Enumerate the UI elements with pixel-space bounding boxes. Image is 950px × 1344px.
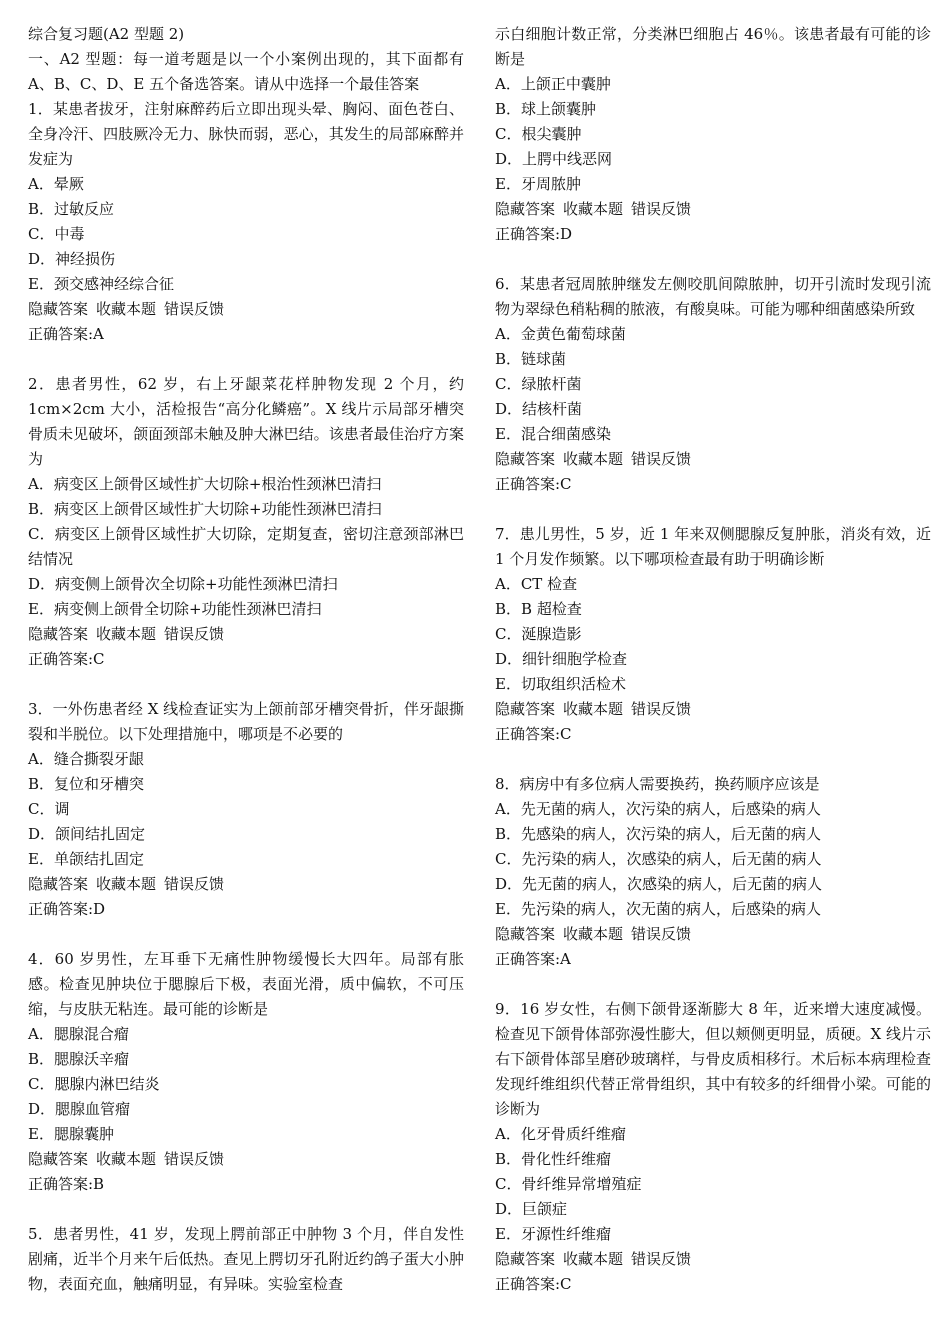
option-c: C．根尖囊肿: [495, 125, 582, 143]
option-b: B．骨化性纤维瘤: [495, 1150, 612, 1168]
question-4: [28, 947, 464, 1197]
error-feedback-link[interactable]: 错误反馈: [631, 700, 692, 718]
option-d: D．上腭中线恶网: [495, 150, 613, 168]
option-d: D．颌间结扎固定: [28, 825, 146, 843]
hide-answer-link[interactable]: 隐藏答案: [495, 700, 556, 718]
option-c: C．骨纤维异常增殖症: [495, 1175, 642, 1193]
error-feedback-link[interactable]: 错误反馈: [164, 300, 225, 318]
option-b: B．先感染的病人，次污染的病人，后无菌的病人: [495, 825, 822, 843]
favorite-link[interactable]: 收藏本题: [563, 700, 624, 718]
option-d: D．巨颌症: [495, 1200, 568, 1218]
option-c: C．腮腺内淋巴结炎: [28, 1075, 160, 1093]
question-text: 3．一外伤患者经 X 线检查证实为上颌前部牙槽突骨折，伴牙龈撕裂和半脱位。以下处理措施中，哪项是不必要的: [28, 700, 464, 743]
question-1: [28, 97, 464, 347]
option-a: A．金黄色葡萄球菌: [495, 325, 626, 343]
hide-answer-link[interactable]: 隐藏答案: [495, 200, 556, 218]
option-c: C．先污染的病人，次感染的病人，后无菌的病人: [495, 850, 822, 868]
option-a: A．化牙骨质纤维瘤: [495, 1125, 626, 1143]
favorite-link[interactable]: 收藏本题: [563, 1250, 624, 1268]
hide-answer-link[interactable]: 隐藏答案: [28, 625, 89, 643]
error-feedback-link[interactable]: 错误反馈: [631, 450, 692, 468]
question-text: 4．60 岁男性，左耳垂下无痛性肿物缓慢长大四年。局部有胀感。检查见肿块位于腮腺后下极，表面光滑，质中偏软，不可压缩，与皮肤无粘连。最可能的诊断是: [28, 950, 464, 1018]
option-c: C．绿脓杆菌: [495, 375, 582, 393]
option-e: E．混合细菌感染: [495, 425, 611, 443]
option-e: E．牙周脓肿: [495, 175, 581, 193]
option-a: A．病变区上颌骨区域性扩大切除+根治性颈淋巴清扫: [28, 475, 382, 493]
option-b: B．腮腺沃辛瘤: [28, 1050, 130, 1068]
error-feedback-link[interactable]: 错误反馈: [164, 875, 225, 893]
option-b: B．过敏反应: [28, 200, 115, 218]
option-a: A．缝合撕裂牙龈: [28, 750, 144, 768]
question-5: [28, 1222, 464, 1297]
option-e: E．牙源性纤维瘤: [495, 1225, 611, 1243]
option-d: D．结核杆菌: [495, 400, 583, 418]
favorite-link[interactable]: 收藏本题: [563, 450, 624, 468]
question-actions: [495, 447, 931, 472]
question-actions: [28, 1147, 464, 1172]
question-actions: [28, 297, 464, 322]
correct-answer: 正确答案:A: [28, 325, 104, 343]
error-feedback-link[interactable]: 错误反馈: [631, 925, 692, 943]
question-5-continued: [495, 22, 931, 247]
option-c: C．涎腺造影: [495, 625, 582, 643]
question-text: 1．某患者拔牙，注射麻醉药后立即出现头晕、胸闷、面色苍白、全身冷汗、四肢厥冷无力、脉快而弱，恶心，其发生的局部麻醉并发症为: [28, 100, 464, 168]
option-d: D．病变侧上颌骨次全切除+功能性颈淋巴清扫: [28, 575, 338, 593]
error-feedback-link[interactable]: 错误反馈: [164, 625, 225, 643]
question-7: [495, 522, 931, 747]
question-3: [28, 697, 464, 922]
hide-answer-link[interactable]: 隐藏答案: [28, 875, 89, 893]
option-d: D．神经损伤: [28, 250, 116, 268]
error-feedback-link[interactable]: 错误反馈: [631, 1250, 692, 1268]
option-a: A．CT 检查: [495, 575, 578, 593]
option-b: B．B 超检查: [495, 600, 582, 618]
correct-answer: 正确答案:D: [495, 225, 573, 243]
correct-answer: 正确答案:A: [495, 950, 571, 968]
question-text: 5．患者男性，41 岁，发现上腭前部正中肿物 3 个月，伴自发性剧痛，近半个月来午后低热。查见上腭切牙孔附近约鸽子蛋大小肿物，表面充血，触痛明显，有异味。实验室检查: [28, 1225, 464, 1293]
error-feedback-link[interactable]: 错误反馈: [631, 200, 692, 218]
error-feedback-link[interactable]: 错误反馈: [164, 1150, 225, 1168]
question-text: 9．16 岁女性，右侧下颌骨逐渐膨大 8 年，近来增大速度减慢。检查见下颌骨体部弥漫性膨大，但以颊侧更明显，质硬。X 线片示右下颌骨体部呈磨砂玻璃样，与骨皮质相移行。术后标本病理检查发现纤维组织代替正常骨组织，其中有较多的纤细骨小梁。可能的诊断为: [495, 1000, 931, 1118]
question-text: 2．患者男性，62 岁，右上牙龈菜花样肿物发现 2 个月，约 1cm×2cm 大小，活检报告“高分化鳞癌”。X 线片示局部牙槽突骨质未见破坏，颌面颈部未触及肿大淋巴结。该患者最佳治疗方案为: [28, 375, 464, 468]
option-b: B．复位和牙槽突: [28, 775, 145, 793]
correct-answer: 正确答案:C: [495, 725, 572, 743]
right-column: [495, 22, 931, 1297]
question-actions: [495, 197, 931, 222]
option-b: B．链球菌: [495, 350, 567, 368]
hide-answer-link[interactable]: 隐藏答案: [28, 300, 89, 318]
option-d: D．先无菌的病人，次感染的病人，后无菌的病人: [495, 875, 823, 893]
option-a: A．上颌正中囊肿: [495, 75, 611, 93]
question-actions: [495, 1247, 931, 1272]
option-a: A．先无菌的病人，次污染的病人，后感染的病人: [495, 800, 821, 818]
question-9: [495, 997, 931, 1297]
hide-answer-link[interactable]: 隐藏答案: [28, 1150, 89, 1168]
question-text: 6．某患者冠周脓肿继发左侧咬肌间隙脓肿，切开引流时发现引流物为翠绿色稍粘稠的脓液，有酸臭味。可能为哪种细菌感染所致: [495, 275, 931, 318]
question-text: 8．病房中有多位病人需要换药，换药顺序应该是: [495, 775, 820, 793]
option-c: C．中毒: [28, 225, 85, 243]
favorite-link[interactable]: 收藏本题: [563, 925, 624, 943]
left-column: [28, 22, 464, 1297]
option-d: D．细针细胞学检查: [495, 650, 628, 668]
option-e: E．切取组织活检术: [495, 675, 626, 693]
option-d: D．腮腺血管瘤: [28, 1100, 131, 1118]
option-a: A．晕厥: [28, 175, 84, 193]
question-2: [28, 372, 464, 672]
option-e: E．腮腺囊肿: [28, 1125, 114, 1143]
question-actions: [28, 872, 464, 897]
hide-answer-link[interactable]: 隐藏答案: [495, 450, 556, 468]
question-text: 7．患儿男性，5 岁，近 1 年来双侧腮腺反复肿胀，消炎有效，近 1 个月发作频繁。以下哪项检查最有助于明确诊断: [495, 525, 931, 568]
option-a: A．腮腺混合瘤: [28, 1025, 129, 1043]
correct-answer: 正确答案:C: [495, 1275, 572, 1293]
correct-answer: 正确答案:C: [495, 475, 572, 493]
option-b: B．球上颌囊肿: [495, 100, 597, 118]
option-e: E．单颌结扎固定: [28, 850, 144, 868]
correct-answer: 正确答案:B: [28, 1175, 105, 1193]
question-actions: [495, 697, 931, 722]
correct-answer: 正确答案:C: [28, 650, 105, 668]
doc-intro: 一、A2 型题：每一道考题是以一个小案例出现的，其下面都有 A、B、C、D、E 五个备选答案。请从中选择一个最佳答案: [28, 50, 464, 93]
correct-answer: 正确答案:D: [28, 900, 106, 918]
option-e: E．先污染的病人，次无菌的病人，后感染的病人: [495, 900, 821, 918]
favorite-link[interactable]: 收藏本题: [96, 300, 157, 318]
favorite-link[interactable]: 收藏本题: [96, 625, 157, 643]
hide-answer-link[interactable]: 隐藏答案: [495, 925, 556, 943]
question-5-options-start: 示白细胞计数正常，分类淋巴细胞占 46％。该患者最有可能的诊断是: [495, 25, 931, 68]
option-c: C．调: [28, 800, 70, 818]
favorite-link[interactable]: 收藏本题: [96, 875, 157, 893]
hide-answer-link[interactable]: 隐藏答案: [495, 1250, 556, 1268]
question-actions: [28, 622, 464, 647]
favorite-link[interactable]: 收藏本题: [96, 1150, 157, 1168]
option-b: B．病变区上颌骨区域性扩大切除+功能性颈淋巴清扫: [28, 500, 382, 518]
question-6: [495, 272, 931, 497]
favorite-link[interactable]: 收藏本题: [563, 200, 624, 218]
question-8: [495, 772, 931, 972]
option-e: E．颈交感神经综合征: [28, 275, 174, 293]
doc-title: 综合复习题(A2 型题 2): [28, 25, 185, 43]
option-c: C．病变区上颌骨区域性扩大切除，定期复查，密切注意颈部淋巴结情况: [28, 525, 464, 568]
question-actions: [495, 922, 931, 947]
option-e: E．病变侧上颌骨全切除+功能性颈淋巴清扫: [28, 600, 322, 618]
